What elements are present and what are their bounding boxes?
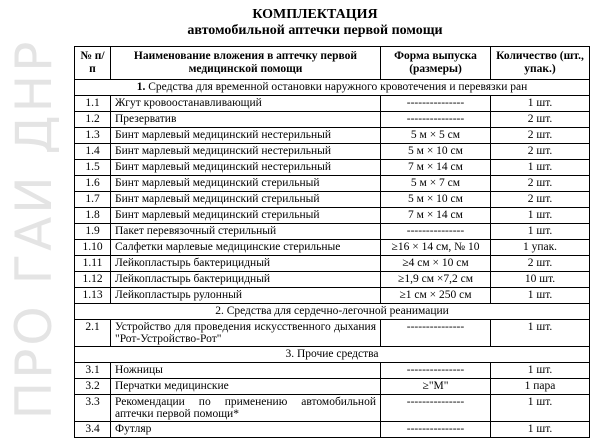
- row-name: Бинт марлевый медицинский нестерильный: [111, 144, 381, 160]
- table-row: [75, 176, 590, 192]
- table-row: [75, 272, 590, 288]
- row-qty: 10 шт.: [491, 272, 590, 288]
- header-form: Форма выпуска (размеры): [381, 47, 491, 80]
- table-row: [75, 240, 590, 256]
- row-qty: 1 упак.: [491, 240, 590, 256]
- table-row: [75, 256, 590, 272]
- row-form: 7 м × 14 см: [381, 208, 491, 224]
- section-header: [75, 304, 590, 320]
- table-row: [75, 208, 590, 224]
- table-row: [75, 112, 590, 128]
- row-form: 5 м × 5 см: [381, 128, 491, 144]
- table-header-row: [75, 47, 590, 80]
- row-num: 3.3: [75, 395, 111, 422]
- row-name: Бинт марлевый медицинский нестерильный: [111, 128, 381, 144]
- row-form: ---------------: [381, 96, 491, 112]
- table-row: [75, 96, 590, 112]
- row-qty: 1 пара: [491, 379, 590, 395]
- row-num: 1.11: [75, 256, 111, 272]
- row-form: ---------------: [381, 363, 491, 379]
- row-qty: 1 шт.: [491, 208, 590, 224]
- section-title: 3. Прочие средства: [285, 348, 379, 360]
- row-qty: 2 шт.: [491, 176, 590, 192]
- row-num: 1.10: [75, 240, 111, 256]
- row-name: Футляр: [111, 422, 381, 438]
- table-row: [75, 320, 590, 347]
- row-name: Бинт марлевый медицинский стерильный: [111, 176, 381, 192]
- row-form: 5 м × 10 см: [381, 192, 491, 208]
- section-number: 1.: [136, 81, 146, 93]
- row-form: 5 м × 10 см: [381, 144, 491, 160]
- table-row: [75, 395, 590, 422]
- row-form: ---------------: [381, 395, 491, 422]
- row-num: 1.3: [75, 128, 111, 144]
- row-qty: 1 шт.: [491, 395, 590, 422]
- row-form: ≥"М": [381, 379, 491, 395]
- header-num: № п/п: [75, 47, 111, 80]
- row-num: 1.8: [75, 208, 111, 224]
- row-form: ≥1 см × 250 см: [381, 288, 491, 304]
- first-aid-kit-table: [74, 46, 590, 438]
- header-qty: Количество (шт., упак.): [491, 47, 590, 80]
- row-form: 5 м × 7 см: [381, 176, 491, 192]
- row-qty: 1 шт.: [491, 320, 590, 347]
- row-name: Жгут кровоостанавливающий: [111, 96, 381, 112]
- row-num: 1.5: [75, 160, 111, 176]
- row-num: 3.2: [75, 379, 111, 395]
- row-qty: 2 шт.: [491, 112, 590, 128]
- row-qty: 2 шт.: [491, 192, 590, 208]
- row-num: 3.4: [75, 422, 111, 438]
- table-row: [75, 363, 590, 379]
- row-name: Пакет перевязочный стерильный: [111, 224, 381, 240]
- table-row: [75, 160, 590, 176]
- row-num: 1.1: [75, 96, 111, 112]
- row-name: Презерватив: [111, 112, 381, 128]
- row-name: Бинт марлевый медицинский стерильный: [111, 192, 381, 208]
- document-subtitle: автомобильной аптечки первой помощи: [187, 23, 443, 38]
- row-qty: 1 шт.: [491, 288, 590, 304]
- table-row: [75, 224, 590, 240]
- row-form: ≥1,9 см ×7,2 см: [381, 272, 491, 288]
- table-row: [75, 422, 590, 438]
- row-qty: 2 шт.: [491, 144, 590, 160]
- row-num: 1.6: [75, 176, 111, 192]
- row-num: 1.2: [75, 112, 111, 128]
- table-row: [75, 192, 590, 208]
- row-num: 1.13: [75, 288, 111, 304]
- row-name: Бинт марлевый медицинский стерильный: [111, 208, 381, 224]
- row-name: Лейкопластырь бактерицидный: [111, 272, 381, 288]
- row-name: Бинт марлевый медицинский нестерильный: [111, 160, 381, 176]
- row-form: ≥16 × 14 см, № 10: [381, 240, 491, 256]
- header-name: Наименование вложения в аптечку первой медицинской помощи: [111, 47, 381, 80]
- section-title: Средства для временной остановки наружного кровотечения и перевязки ран: [148, 81, 528, 93]
- row-name: Лейкопластырь рулонный: [111, 288, 381, 304]
- row-num: 2.1: [75, 320, 111, 347]
- table-row: [75, 128, 590, 144]
- table-row: [75, 144, 590, 160]
- row-name: Ножницы: [111, 363, 381, 379]
- row-name: Салфетки марлевые медицинские стерильные: [111, 240, 381, 256]
- table-row: [75, 379, 590, 395]
- section-header: [75, 80, 590, 96]
- row-num: 1.12: [75, 272, 111, 288]
- row-qty: 1 шт.: [491, 224, 590, 240]
- row-form: ---------------: [381, 422, 491, 438]
- row-form: 7 м × 14 см: [381, 160, 491, 176]
- row-qty: 2 шт.: [491, 128, 590, 144]
- section-header: [75, 347, 590, 363]
- row-form: ---------------: [381, 320, 491, 347]
- row-form: ---------------: [381, 224, 491, 240]
- row-qty: 2 шт.: [491, 256, 590, 272]
- row-num: 1.4: [75, 144, 111, 160]
- section-title: 2. Средства для сердечно-легочной реанимации: [215, 305, 449, 317]
- row-num: 3.1: [75, 363, 111, 379]
- row-name: Лейкопластырь бактерицидный: [111, 256, 381, 272]
- row-form: ≥4 см × 10 см: [381, 256, 491, 272]
- row-qty: 1 шт.: [491, 96, 590, 112]
- row-qty: 1 шт.: [491, 422, 590, 438]
- row-name: Рекомендации по применению автомобильной аптечки первой помощи*: [111, 395, 381, 422]
- row-form: ---------------: [381, 112, 491, 128]
- row-num: 1.9: [75, 224, 111, 240]
- row-qty: 1 шт.: [491, 363, 590, 379]
- row-qty: 1 шт.: [491, 160, 590, 176]
- table-row: [75, 288, 590, 304]
- row-name: Перчатки медицинские: [111, 379, 381, 395]
- row-name: Устройство для проведения искусственного дыхания "Рот-Устройство-Рот": [111, 320, 381, 347]
- document-title: КОМПЛЕКТАЦИЯ: [252, 7, 378, 22]
- watermark: ПРО ГАИ ДНР: [5, 38, 63, 420]
- row-num: 1.7: [75, 192, 111, 208]
